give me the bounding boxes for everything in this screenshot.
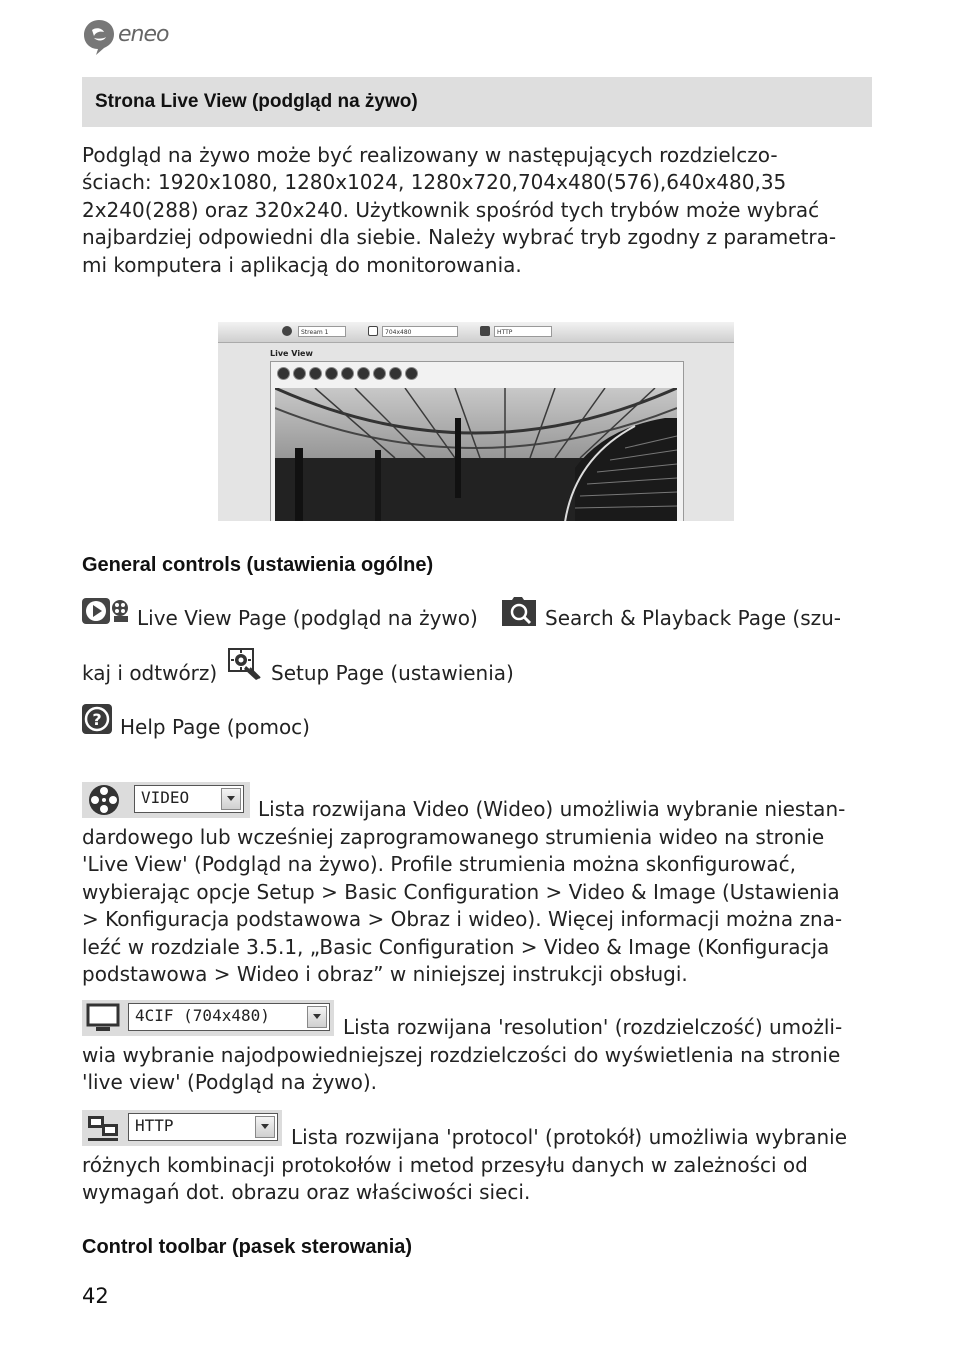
stream-select[interactable]: Stream 1	[298, 326, 346, 337]
svg-text:?: ?	[92, 710, 102, 729]
toolbar-button-icon[interactable]	[373, 367, 386, 380]
resolution-description-first: Lista rozwijana 'resolution' (rozdzielczość) umożli-	[343, 1015, 843, 1039]
toolbar-button-icon[interactable]	[277, 367, 290, 380]
control-toolbar	[277, 367, 417, 381]
toolbar-button-icon[interactable]	[325, 367, 338, 380]
setup-page-text: Setup Page (ustawienia)	[271, 661, 514, 685]
resolution-select-value: 4CIF (704x480)	[135, 1006, 270, 1025]
search-playback-text: Search & Playback Page (szu-	[545, 606, 842, 630]
live-view-frame	[270, 361, 684, 521]
video-select[interactable]	[134, 785, 244, 813]
network-icon	[86, 1112, 120, 1144]
help-page-text: Help Page (pomoc)	[120, 715, 310, 739]
live-view-screenshot	[218, 322, 734, 521]
protocol-select-value: HTTP	[135, 1116, 174, 1135]
eneo-logo	[82, 18, 202, 58]
general-controls-heading: General controls (ustawienia ogólne)	[82, 554, 434, 576]
logo-text: eneo	[118, 22, 169, 47]
protocol-select[interactable]	[128, 1113, 278, 1141]
protocol-line: różnych kombinacji protokołów i metod przesyłu danych w zależności od	[82, 1153, 808, 1177]
toolbar-button-icon[interactable]	[309, 367, 322, 380]
video-line: 'Live View' (Podgląd na żywo). Profile strumienia można skonfigurować,	[82, 852, 796, 877]
intro-line: ściach: 1920x1080, 1280x1024, 1280x720,704x480(576),640x480,35	[82, 170, 787, 195]
resolution-line: wia wybranie najodpowiedniejszej rozdzielczości do wyświetlenia na stronie	[82, 1043, 841, 1067]
chevron-down-icon[interactable]	[221, 788, 241, 810]
toolbar-button-icon[interactable]	[293, 367, 306, 380]
search-playback-icon[interactable]	[502, 596, 536, 626]
network-icon	[480, 326, 490, 336]
resolution-dropdown-strip	[82, 1000, 334, 1036]
live-view-label: Live View	[270, 349, 313, 358]
section-title: Strona Live View (podgląd na żywo)	[95, 91, 418, 112]
film-reel-icon	[282, 326, 292, 336]
screenshot-top-bar	[218, 322, 734, 343]
help-icon[interactable]	[82, 704, 112, 734]
toolbar-button-icon[interactable]	[357, 367, 370, 380]
resolution-description	[82, 1042, 840, 1097]
intro-paragraph	[82, 142, 836, 279]
protocol-dropdown-strip	[82, 1110, 282, 1146]
control-toolbar-heading: Control toolbar (pasek sterowania)	[82, 1236, 413, 1258]
protocol-line: wymagań dot. obrazu oraz właściwości sieci.	[82, 1180, 531, 1205]
resolution-select[interactable]: 704x480	[382, 326, 458, 337]
video-description	[82, 824, 842, 988]
video-line: podstawowa > Wideo i obraz” w niniejszej instrukcji obsługi.	[82, 962, 688, 987]
protocol-description-first: Lista rozwijana 'protocol' (protokół) umożliwia wybranie	[291, 1125, 848, 1149]
video-line: wybierając opcje Setup > Basic Configuration > Video & Image (Ustawienia	[82, 879, 840, 904]
page-number: 42	[82, 1284, 109, 1308]
toolbar-button-icon[interactable]	[389, 367, 402, 380]
toolbar-button-icon[interactable]	[341, 367, 354, 380]
video-line: > Konfiguracja podstawowa > Obraz i wideo). Więcej informacji można zna-	[82, 907, 843, 932]
video-dropdown-strip	[82, 782, 250, 818]
video-line: dardowego lub wcześniej zaprogramowanego strumienia wideo na stronie	[82, 825, 825, 849]
protocol-select[interactable]: HTTP	[494, 326, 552, 337]
video-description-first: Lista rozwijana Video (Wideo) umożliwia wybranie niestan-	[258, 797, 846, 821]
chevron-down-icon[interactable]	[255, 1116, 275, 1138]
eneo-logo-icon	[82, 18, 116, 56]
live-view-page-icon[interactable]	[82, 596, 130, 626]
camera-feed-image	[275, 388, 677, 521]
intro-line: 2x240(288) oraz 320x240. Użytkownik spośród tych trybów może wybrać	[82, 197, 820, 222]
film-reel-icon	[86, 782, 122, 818]
resolution-line: 'live view' (Podgląd na żywo).	[82, 1070, 378, 1095]
protocol-description	[82, 1152, 808, 1207]
video-select-value: VIDEO	[141, 788, 190, 807]
resolution-select[interactable]	[128, 1003, 330, 1031]
monitor-icon	[86, 1003, 120, 1033]
toolbar-button-icon[interactable]	[405, 367, 418, 380]
chevron-down-icon[interactable]	[307, 1006, 327, 1028]
intro-line: najbardziej odpowiedni dla siebie. Należy wybrać tryb zgodny z parametra-	[82, 225, 837, 250]
video-line: leźć w rozdziale 3.5.1, „Basic Configuration > Video & Image (Konfiguracja	[82, 934, 830, 959]
monitor-icon	[368, 326, 378, 336]
search-playback-text-cont: kaj i odtwórz)	[82, 661, 218, 685]
intro-line: Podgląd na żywo może być realizowany w następujących rozdzielczo-	[82, 143, 778, 167]
setup-icon[interactable]	[228, 648, 262, 680]
section-banner	[82, 77, 872, 127]
live-view-page-text: Live View Page (podgląd na żywo)	[137, 606, 478, 630]
intro-line: mi komputera i aplikacją do monitorowania.	[82, 252, 522, 277]
